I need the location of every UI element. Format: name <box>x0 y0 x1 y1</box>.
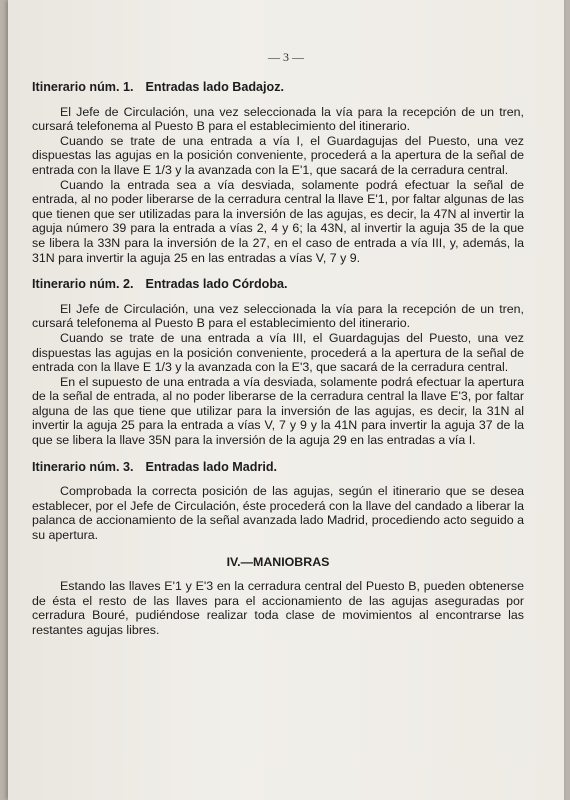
document-page <box>8 0 564 800</box>
paragraph: En el supuesto de una entrada a vía desviada, solamente podrá efectuar la apertura de la señal de entrada, al no poder liberarse de la cerradura central la llave E'3, por faltar alguna de las que tiene que utilizar para la inversión de las agujas, es decir, la 31N al invertir la aguja 25 para la entrada a vías V, 7 y 9 y la 41N para invertir la aguja 37 de la que se libera la llave 35N para la inversión de la aguja 29 en las entradas a vía I. <box>32 374 524 448</box>
section-title: Entradas lado Córdoba. <box>145 277 288 292</box>
paragraph: Comprobada la correcta posición de las agujas, según el itinerario que se desea establecer, por el Jefe de Circulación, éste procederá con la llave del candado a liberar la palanca de accionamiento de la señal avanzada lado Madrid, procediendo acto seguido a su apertura. <box>32 484 524 543</box>
page-number: — 3 — <box>268 50 304 64</box>
section-number: Itinerario núm. 1. <box>32 80 134 94</box>
chapter-maniobras <box>32 555 524 638</box>
section-number: Itinerario núm. 2. <box>32 277 134 292</box>
paragraph: Cuando se trate de una entrada a vía I, el Guardagujas del Puesto, una vez dispuestas las agujas en la posición conveniente, procederá a la apertura de la señal de entrada con la llave E 1/3 y la avanzada con la E'1, que sacará de la cerradura central. <box>32 133 524 177</box>
section-number: Itinerario núm. 3. <box>32 459 134 474</box>
paragraph: El Jefe de Circulación, una vez seleccionada la vía para la recepción de un tren, cursará telefonema al Puesto B para el establecimiento del itinerario. <box>32 104 524 134</box>
section-heading <box>32 80 524 95</box>
section-itinerario-3 <box>32 460 524 543</box>
document-body <box>32 80 524 650</box>
paragraph: Cuando la entrada sea a vía desviada, solamente podrá efectuar la señal de entrada, al no poder liberarse de la cerradura central la llave E'1, por faltar algunas de las que tienen que ser utilizadas para la inversión de las agujas, es decir, la 47N al invertir la aguja número 39 para la entrada a vías 2, 4 y 6; la 43N, al invertir la aguja 35 de la que se libera la 33N para la inversión de la 27, en el caso de entrada a vía III, y, además, la 31N para invertir la aguja 25 en las entradas a vías V, 7 y 9. <box>32 177 524 265</box>
section-heading <box>32 277 524 292</box>
section-title: Entradas lado Badajoz. <box>145 80 285 94</box>
paragraph: Estando las llaves E'1 y E'3 en la cerradura central del Puesto B, pueden obtenerse de ésta el resto de las llaves para el accionamiento de las agujas aseguradas por cerradura Bouré, pudiéndose realizar toda clase de movimientos al encontrarse las restantes agujas libres. <box>32 579 524 637</box>
chapter-title: IV.—MANIOBRAS <box>226 554 330 569</box>
paragraph: Cuando se trate de una entrada a vía III, el Guardagujas del Puesto, una vez dispuestas las agujas en la posición conveniente, procederá a la apertura de la señal de entrada con la llave E 1/3 y la avanzada con la E'3, que sacará de la cerradura central. <box>32 330 524 375</box>
section-itinerario-1 <box>32 80 524 265</box>
section-itinerario-2 <box>32 277 524 448</box>
paragraph: El Jefe de Circulación, una vez seleccionada la vía para la recepción de un tren, cursará telefonema al Puesto B para el establecimiento del itinerario. <box>32 301 524 331</box>
section-title: Entradas lado Madrid. <box>145 459 278 474</box>
section-heading <box>32 460 524 475</box>
